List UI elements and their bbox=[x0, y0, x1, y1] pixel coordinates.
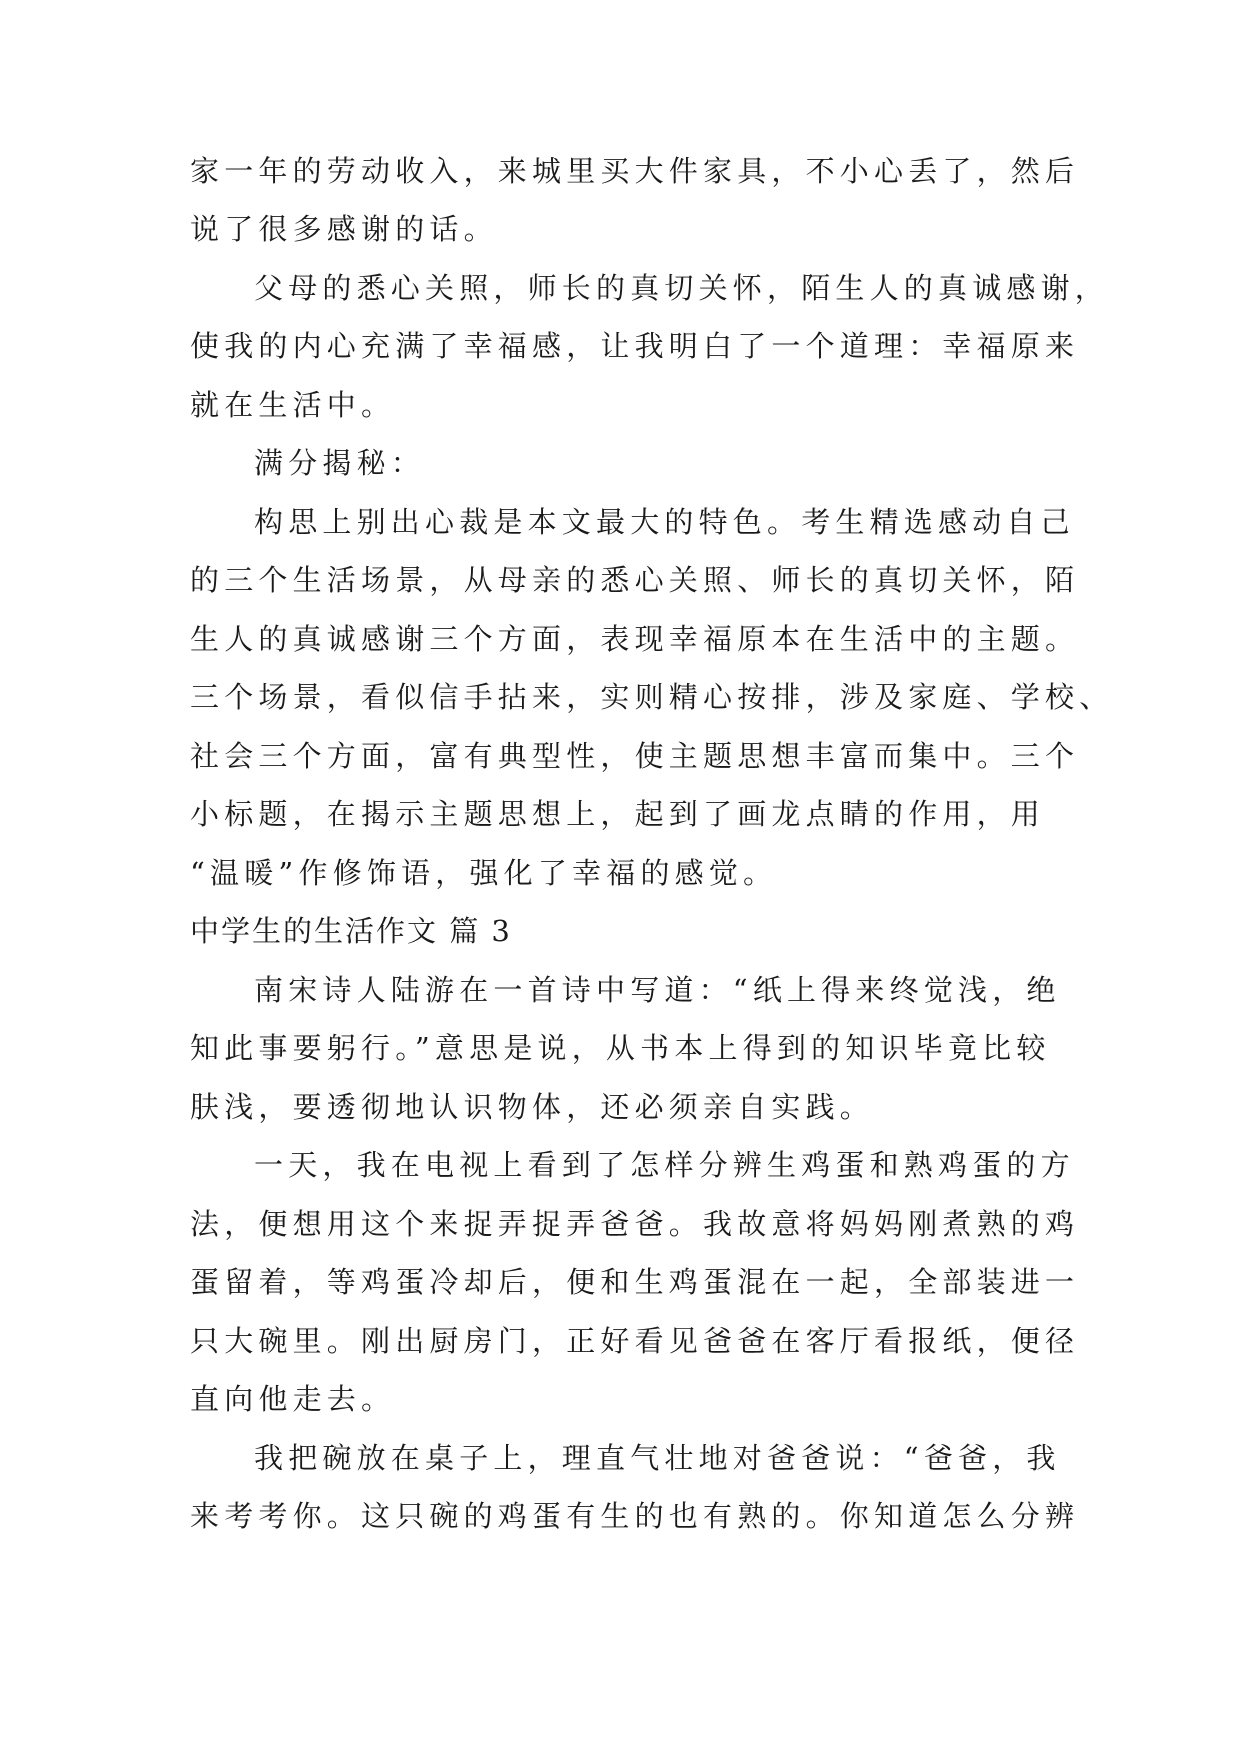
body-line: 就在生活中。 bbox=[190, 388, 396, 422]
body-line: 只大碗里。刚出厨房门，正好看见爸爸在客厅看报纸，便径 bbox=[190, 1324, 1080, 1358]
body-line: 蛋留着，等鸡蛋冷却后，便和生鸡蛋混在一起，全部装进一 bbox=[190, 1265, 1080, 1299]
body-line: 三个场景，看似信手拈来，实则精心按排，涉及家庭、学校、 bbox=[190, 680, 1114, 714]
body-line: 肤浅，要透彻地认识物体，还必须亲自实践。 bbox=[190, 1090, 875, 1124]
body-line: 社会三个方面，富有典型性，使主题思想丰富而集中。三个 bbox=[190, 739, 1080, 773]
body-line: “温暖”作修饰语，强化了幸福的感觉。 bbox=[190, 856, 778, 890]
body-line: 的三个生活场景，从母亲的悉心关照、师长的真切关怀，陌 bbox=[190, 563, 1080, 597]
paragraph-first-line: 南宋诗人陆游在一首诗中写道：“纸上得来终觉浅，绝 bbox=[254, 973, 1061, 1007]
body-line: 直向他走去。 bbox=[190, 1382, 396, 1416]
body-line: 来考考你。这只碗的鸡蛋有生的也有熟的。你知道怎么分辨 bbox=[190, 1499, 1080, 1533]
body-line: 法，便想用这个来捉弄捉弄爸爸。我故意将妈妈刚煮熟的鸡 bbox=[190, 1207, 1080, 1241]
paragraph-first-line: 我把碗放在桌子上，理直气壮地对爸爸说：“爸爸，我 bbox=[254, 1441, 1061, 1475]
section-heading: 中学生的生活作文 篇 3 bbox=[190, 914, 512, 948]
paragraph-first-line: 一天，我在电视上看到了怎样分辨生鸡蛋和熟鸡蛋的方 bbox=[254, 1148, 1075, 1182]
paragraph-first-line: 构思上别出心裁是本文最大的特色。考生精选感动自己 bbox=[254, 505, 1075, 539]
body-line: 知此事要躬行。”意思是说，从书本上得到的知识毕竟比较 bbox=[190, 1031, 1051, 1065]
body-line: 说了很多感谢的话。 bbox=[190, 212, 498, 246]
paragraph-first-line: 父母的悉心关照，师长的真切关怀，陌生人的真诚感谢， bbox=[254, 271, 1110, 305]
body-line: 使我的内心充满了幸福感，让我明白了一个道理：幸福原来 bbox=[190, 329, 1080, 363]
body-line: 家一年的劳动收入，来城里买大件家具，不小心丢了，然后 bbox=[190, 154, 1080, 188]
body-line: 小标题，在揭示主题思想上，起到了画龙点睛的作用，用 bbox=[190, 797, 1046, 831]
section-label: 满分揭秘： bbox=[254, 446, 426, 480]
body-line: 生人的真诚感谢三个方面，表现幸福原本在生活中的主题。 bbox=[190, 622, 1080, 656]
